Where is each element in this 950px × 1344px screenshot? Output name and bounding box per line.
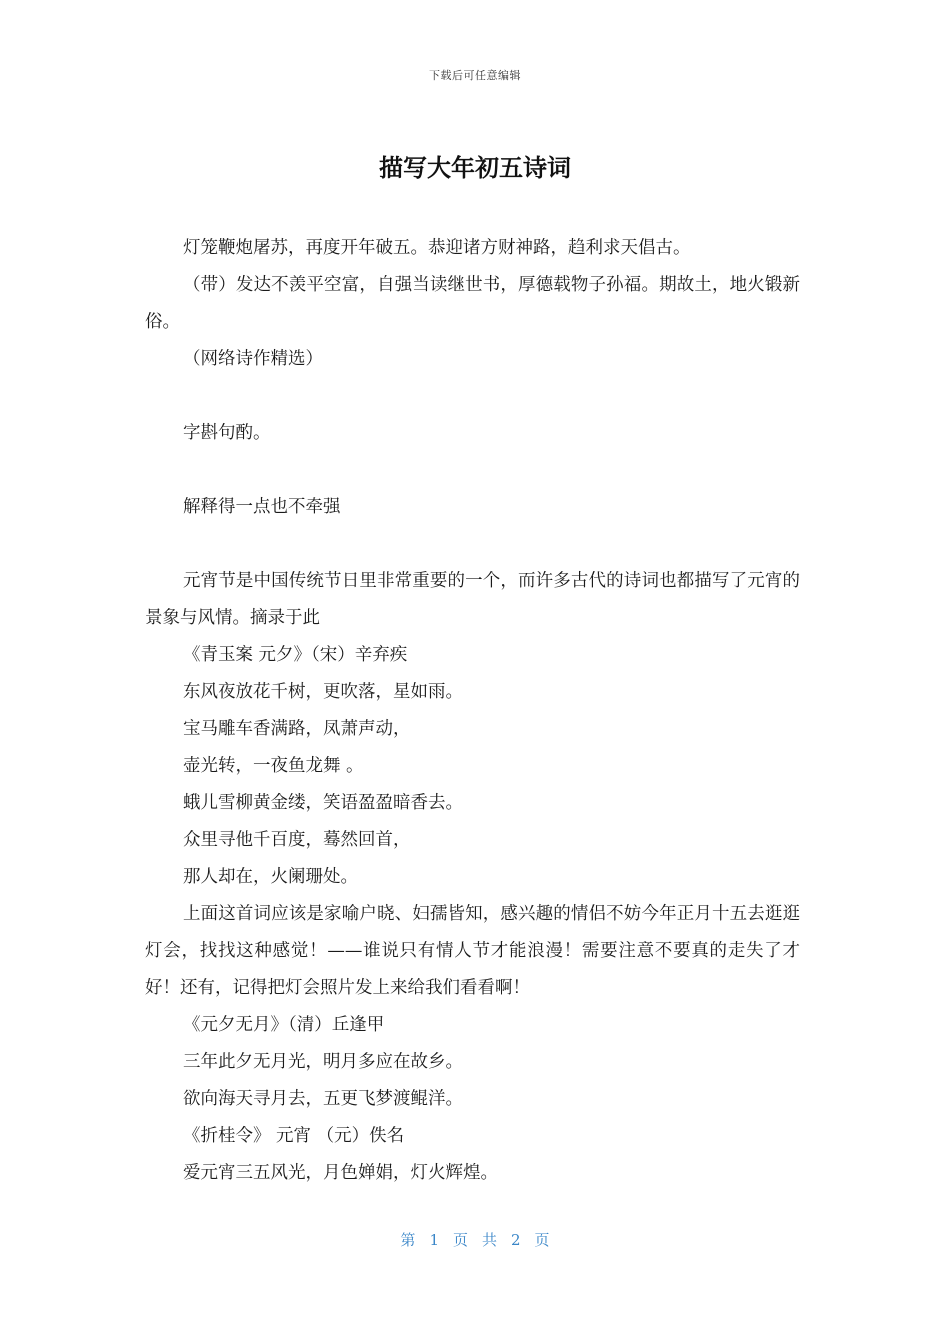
paragraph: 元宵节是中国传统节日里非常重要的一个，而许多古代的诗词也都描写了元宵的景象与风情。摘录于此 xyxy=(145,571,800,628)
paragraph: 《青玉案 元夕》（宋）辛弃疾 xyxy=(183,645,408,665)
paragraph: 《折桂令》 元宵 （元）佚名 xyxy=(183,1126,405,1146)
document-body xyxy=(145,230,800,1192)
paragraph: 《元夕无月》（清）丘逢甲 xyxy=(183,1015,385,1035)
footer-current-page: 1 xyxy=(429,1231,439,1249)
footer-prefix: 第 xyxy=(400,1231,416,1249)
paragraph: 上面这首词应该是家喻户晓、妇孺皆知，感兴趣的情侣不妨今年正月十五去逛逛灯会，找找这种感觉！——谁说只有情人节才能浪漫！需要注意不要真的走失了才好！还有，记得把灯会照片发上来给我们看看啊！ xyxy=(145,904,800,998)
paragraph-spacer xyxy=(145,378,800,415)
header-note: 下载后可任意编辑 xyxy=(429,69,521,82)
footer-middle: 页共 xyxy=(452,1231,511,1249)
paragraph: （网络诗作精选） xyxy=(183,349,323,369)
paragraph: 众里寻他千百度，蓦然回首， xyxy=(183,830,411,850)
paragraph: 三年此夕无月光，明月多应在故乡。 xyxy=(183,1052,463,1072)
paragraph: 灯笼鞭炮屠苏，再度开年破五。恭迎诸方财神路，趋利求天倡古。 xyxy=(183,238,691,258)
paragraph: 字斟句酌。 xyxy=(183,423,271,443)
page-title: 描写大年初五诗词 xyxy=(379,154,571,182)
paragraph: 东风夜放花千树，更吹落，星如雨。 xyxy=(183,682,463,702)
paragraph: 欲向海天寻月去，五更飞梦渡鲲洋。 xyxy=(183,1089,463,1109)
paragraph-spacer xyxy=(145,526,800,563)
paragraph: 那人却在，火阑珊处。 xyxy=(183,867,358,887)
page-footer xyxy=(0,1229,950,1250)
paragraph: 解释得一点也不牵强 xyxy=(183,497,341,517)
paragraph: 蛾儿雪柳黄金缕，笑语盈盈暗香去。 xyxy=(183,793,463,813)
paragraph-spacer xyxy=(145,452,800,489)
paragraph: 爱元宵三五风光，月色婵娟，灯火辉煌。 xyxy=(183,1163,498,1183)
footer-suffix: 页 xyxy=(534,1231,550,1249)
paragraph: （带）发达不羡平空富，自强当读继世书，厚德载物子孙福。期故土，地火锻新俗。 xyxy=(145,275,800,332)
footer-total-pages: 2 xyxy=(511,1231,521,1249)
paragraph: 宝马雕车香满路，凤萧声动， xyxy=(183,719,411,739)
paragraph: 壶光转，一夜鱼龙舞 。 xyxy=(183,756,364,776)
